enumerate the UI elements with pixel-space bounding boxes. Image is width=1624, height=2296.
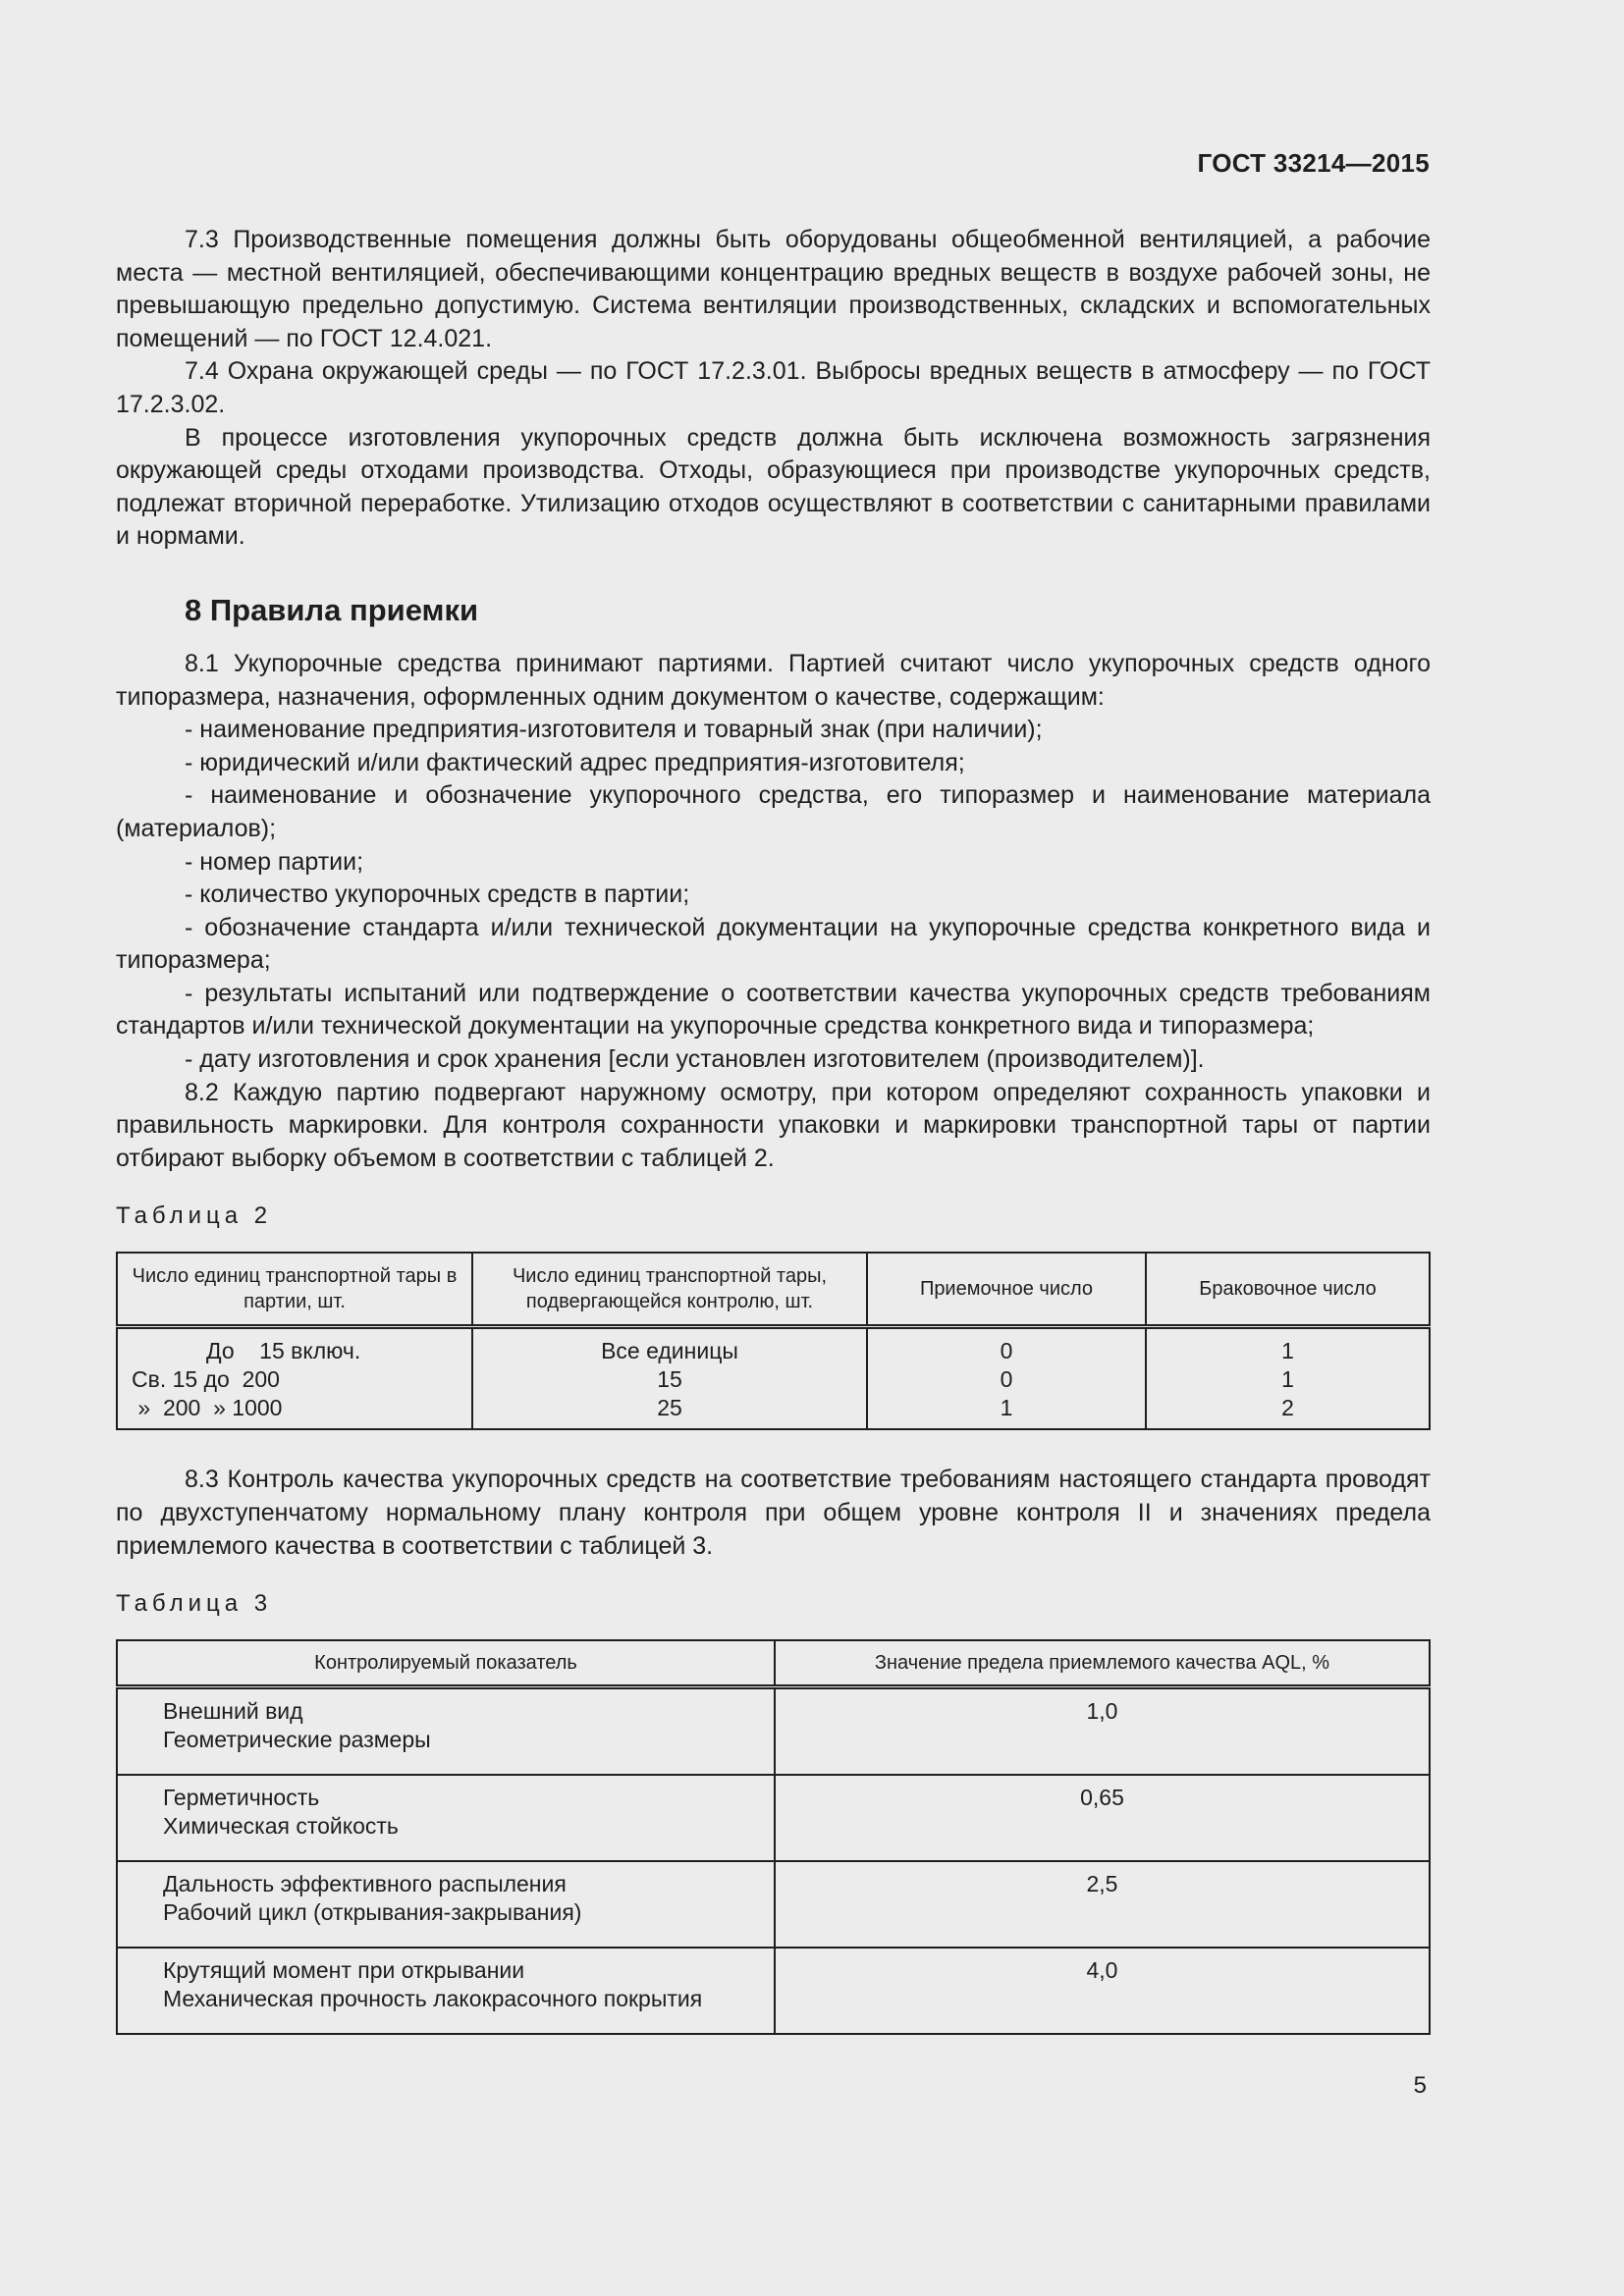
table-header-cell: Число единиц транспортной тары, подвергающейся контролю, шт.: [472, 1253, 867, 1327]
list-item: - обозначение стандарта и/или технической документации на укупорочные средства конкретного вида и типоразмера;: [116, 913, 1431, 975]
table-header-cell: Контролируемый показатель: [117, 1640, 775, 1687]
list-item: - наименование и обозначение укупорочного средства, его типоразмер и наименование материала (материалов);: [116, 781, 1431, 842]
list-item: - дату изготовления и срок хранения [если установлен изготовителем (производителем)].: [185, 1045, 1205, 1074]
table-cell-line: Рабочий цикл (открывания-закрывания): [163, 1899, 582, 1926]
table-cell-line: Механическая прочность лакокрасочного покрытия: [163, 1986, 703, 2012]
table-cell-line: 15: [657, 1366, 682, 1393]
page-number: 5: [1413, 2072, 1427, 2099]
list-item: - наименование предприятия-изготовителя и товарный знак (при наличии);: [185, 716, 1043, 744]
table-cell-line: 1: [1000, 1395, 1013, 1421]
table-header-cell: Приемочное число: [867, 1253, 1146, 1327]
paragraph-7-3: 7.3 Производственные помещения должны быть оборудованы общеобменной вентиляцией, а рабочие места — местной вентиляцией, обеспечивающими концентрацию вредных веществ в воздухе рабочей зоны, не превышающую предельно допустимую. Система вентиляции производственных, складских и вспомогательных помещений — по ГОСТ 12.4.021.: [116, 226, 1431, 352]
aql-value-cell: 0,65: [775, 1775, 1430, 1861]
table-cell-line: 0: [1000, 1338, 1013, 1364]
rejection-number-cell: [1146, 1327, 1430, 1430]
table-cell-line: 1: [1281, 1338, 1294, 1364]
table-header-cell: Число единиц транспортной тары в партии, шт.: [117, 1253, 472, 1327]
batch-size-cell: [117, 1327, 472, 1430]
paragraph-8-1: 8.1 Укупорочные средства принимают партиями. Партией считают число укупорочных средств одного типоразмера, назначения, оформленных одним документом о качестве, содержащим:: [116, 649, 1431, 711]
list-item: - результаты испытаний или подтверждение о соответствии качества укупорочных средств требованиям стандартов и/или технической документации на укупорочные средства конкретного вида и типоразмера;: [116, 979, 1431, 1041]
table-cell-line: Дальность эффективного распыления: [163, 1871, 567, 1897]
aql-value-cell: 1,0: [775, 1687, 1430, 1776]
list-item: - юридический и/или фактический адрес предприятия-изготовителя;: [185, 748, 965, 776]
table-cell-line: До 15 включ.: [206, 1338, 361, 1364]
section-8-heading: 8 Правила приемки: [185, 592, 479, 627]
paragraph-8-3: 8.3 Контроль качества укупорочных средств на соответствие требованиям настоящего стандарта проводят по двухступенчатому нормальному плану контроля при общем уровне контроля II и значениях предела приемлемого качества в соответствии с таблицей 3.: [116, 1466, 1431, 1560]
table-row: [117, 1327, 1430, 1430]
indicator-cell: [117, 1861, 775, 1948]
table-cell-line: Св. 15 до 200: [132, 1366, 280, 1393]
paragraph-7-4: 7.4 Охрана окружающей среды — по ГОСТ 17.2.3.01. Выбросы вредных веществ в атмосферу — по ГОСТ 17.2.3.02.: [116, 357, 1431, 418]
table-cell-line: Химическая стойкость: [163, 1813, 399, 1840]
page-content: [116, 224, 1431, 2035]
table-cell-line: Все единицы: [601, 1338, 738, 1364]
table-2: [116, 1252, 1431, 1430]
aql-value-cell: 4,0: [1086, 1957, 1118, 1984]
list-item: - количество укупорочных средств в партии;: [185, 881, 690, 909]
indicator-cell: [117, 1775, 775, 1861]
aql-value-cell: 2,5: [775, 1861, 1430, 1948]
table-header-cell: Значение предела приемлемого качества AQL, %: [775, 1640, 1430, 1687]
sample-size-cell: [472, 1327, 867, 1430]
table-cell-line: 25: [657, 1395, 682, 1421]
table-row: [117, 1948, 1430, 2034]
table-cell-line: Внешний вид: [163, 1698, 303, 1725]
table-cell-line: Герметичность: [163, 1785, 320, 1811]
table-header-cell: Браковочное число: [1146, 1253, 1430, 1327]
paragraph-7-4-waste: В процессе изготовления укупорочных средств должна быть исключена возможность загрязнения окружающей среды отходами производства. Отходы, образующиеся при производстве укупорочных средств, подлежат вторичной переработке. Утилизацию отходов осуществляют в соответствии с санитарными правилами и нормами.: [116, 423, 1431, 551]
table-cell-line: » 200 » 1000: [132, 1395, 283, 1421]
document-code-header: ГОСТ 33214—2015: [1197, 148, 1430, 178]
table-cell-line: Геометрические размеры: [163, 1727, 431, 1753]
paragraph-8-2: 8.2 Каждую партию подвергают наружному осмотру, при котором определяют сохранность упаковки и правильность маркировки. Для контроля сохранности упаковки и маркировки транспортной тары от партии отбирают выборку объемом в соответствии с таблицей 2.: [116, 1078, 1431, 1172]
table-3-caption: Таблица 3: [116, 1590, 273, 1618]
table-cell-line: 2: [1281, 1395, 1294, 1421]
table-header-row: [117, 1640, 1430, 1687]
list-item: - номер партии;: [185, 847, 364, 876]
table-row: [117, 1775, 1430, 1861]
table-3: [116, 1639, 1431, 2035]
table-cell-line: Крутящий момент при открывании: [163, 1957, 525, 1984]
table-row: [117, 1861, 1430, 1948]
acceptance-number-cell: [867, 1327, 1146, 1430]
table-header-row: [117, 1253, 1430, 1327]
indicator-cell: [117, 1948, 775, 2034]
table-2-caption: Таблица 2: [116, 1202, 273, 1230]
table-cell-line: 0: [1000, 1366, 1013, 1393]
table-cell-line: 1: [1281, 1366, 1294, 1393]
indicator-cell: [117, 1687, 775, 1776]
table-row: [117, 1687, 1430, 1776]
